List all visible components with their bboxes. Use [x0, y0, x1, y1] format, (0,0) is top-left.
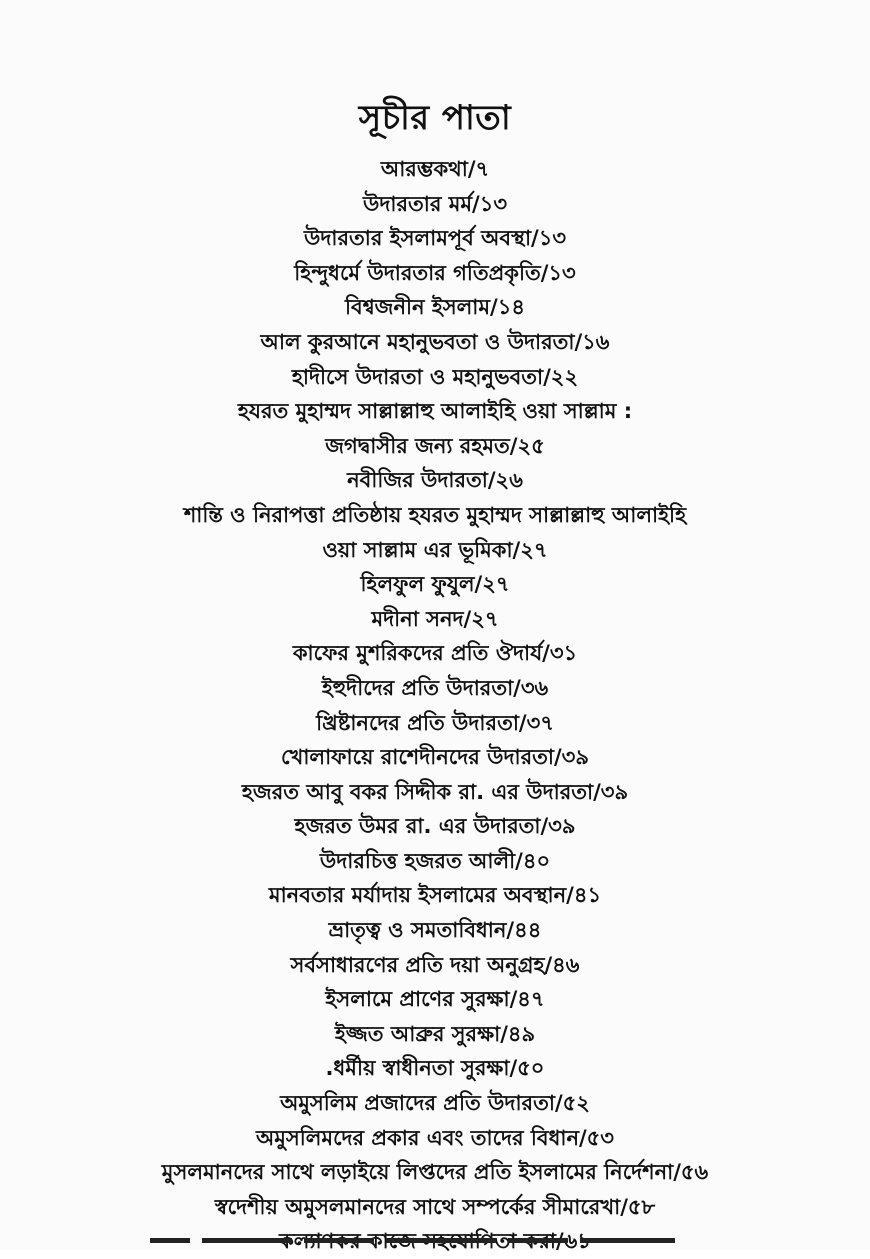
- toc-entry: ভ্রাতৃত্ব ও সমতাবিধান/৪৪: [328, 918, 542, 943]
- toc-entry: মানবতার মর্যাদায় ইসলামের অবস্থান/৪১: [268, 883, 602, 908]
- toc-entry: ইহুদীদের প্রতি উদারতা/৩৬: [321, 675, 549, 700]
- toc-entry: বিশ্বজনীন ইসলাম/১৪: [345, 295, 525, 320]
- toc-entry: উদারচিত্ত হজরত আলী/৪০: [319, 848, 551, 873]
- toc-entry: মদীনা সনদ/২৭: [371, 606, 499, 631]
- toc-entry: অমুসলিম প্রজাদের প্রতি উদারতা/৫২: [280, 1091, 590, 1116]
- toc-entry: ইসলামে প্রাণের সুরক্ষা/৪৭: [325, 987, 545, 1012]
- toc-entry: জগদ্বাসীর জন্য রহমত/২৫: [325, 433, 545, 458]
- toc-entry: হিন্দুধর্মে উদারতার গতিপ্রকৃতি/১৩: [294, 260, 576, 285]
- toc-entry: .ধর্মীয় স্বাধীনতা সুরক্ষা/৫০: [325, 1056, 545, 1081]
- toc-entry: আল কুরআনে মহানুভবতা ও উদারতা/১৬: [260, 329, 610, 354]
- toc-entry: হজরত উমর রা. এর উদারতা/৩৯: [294, 814, 576, 839]
- toc-entry: কাফের মুশরিকদের প্রতি ঔদার্য/৩১: [292, 641, 578, 666]
- toc-entry: ইজ্জত আব্রুর সুরক্ষা/৪৯: [334, 1021, 536, 1046]
- toc-entry: শান্তি ও নিরাপত্তা প্রতিষ্ঠায় হযরত মুহাম্মদ সাল্লাল্লাহু আলাইহি: [183, 502, 687, 527]
- table-of-contents: [0, 152, 870, 1259]
- toc-entry: উদারতার ইসলামপূর্ব অবস্থা/১৩: [303, 226, 566, 251]
- toc-entry: আরম্ভকথা/৭: [380, 157, 490, 181]
- page-title: সূচীর পাতা: [358, 98, 512, 138]
- toc-entry: হযরত মুহাম্মদ সাল্লাল্লাহু আলাইহি ওয়া সাল্লাম :: [237, 399, 633, 424]
- toc-entry: মুসলমানদের সাথে লড়াইয়ে লিপ্তদের প্রতি ইসলামের নির্দেশনা/৫৬: [161, 1160, 709, 1185]
- toc-entry: হাদীসে উদারতা ও মহানুভবতা/২২: [291, 364, 579, 389]
- toc-entry: হিলফুল ফুযুল/২৭: [360, 572, 510, 597]
- toc-entry: হজরত আবু বকর সিদ্দীক রা. এর উদারতা/৩৯: [241, 779, 629, 804]
- toc-entry: খোলাফায়ে রাশেদীনদের উদারতা/৩৯: [281, 745, 589, 770]
- toc-entry: ওয়া সাল্লাম এর ভূমিকা/২৭: [322, 537, 548, 562]
- toc-entry: অমুসলিমদের প্রকার এবং তাদের বিধান/৫৩: [256, 1125, 614, 1150]
- toc-entry: খ্রিষ্টানদের প্রতি উদারতা/৩৭: [316, 710, 554, 735]
- toc-entry: নবীজির উদারতা/২৬: [347, 468, 523, 493]
- toc-entry: উদারতার মর্ম/১৩: [362, 191, 507, 216]
- toc-entry: স্বদেশীয় অমুসলমানদের সাথে সম্পর্কের সীমারেখা/৫৮: [214, 1194, 656, 1219]
- toc-entry: সর্বসাধারণের প্রতি দয়া অনুগ্রহ/৪৬: [290, 952, 580, 977]
